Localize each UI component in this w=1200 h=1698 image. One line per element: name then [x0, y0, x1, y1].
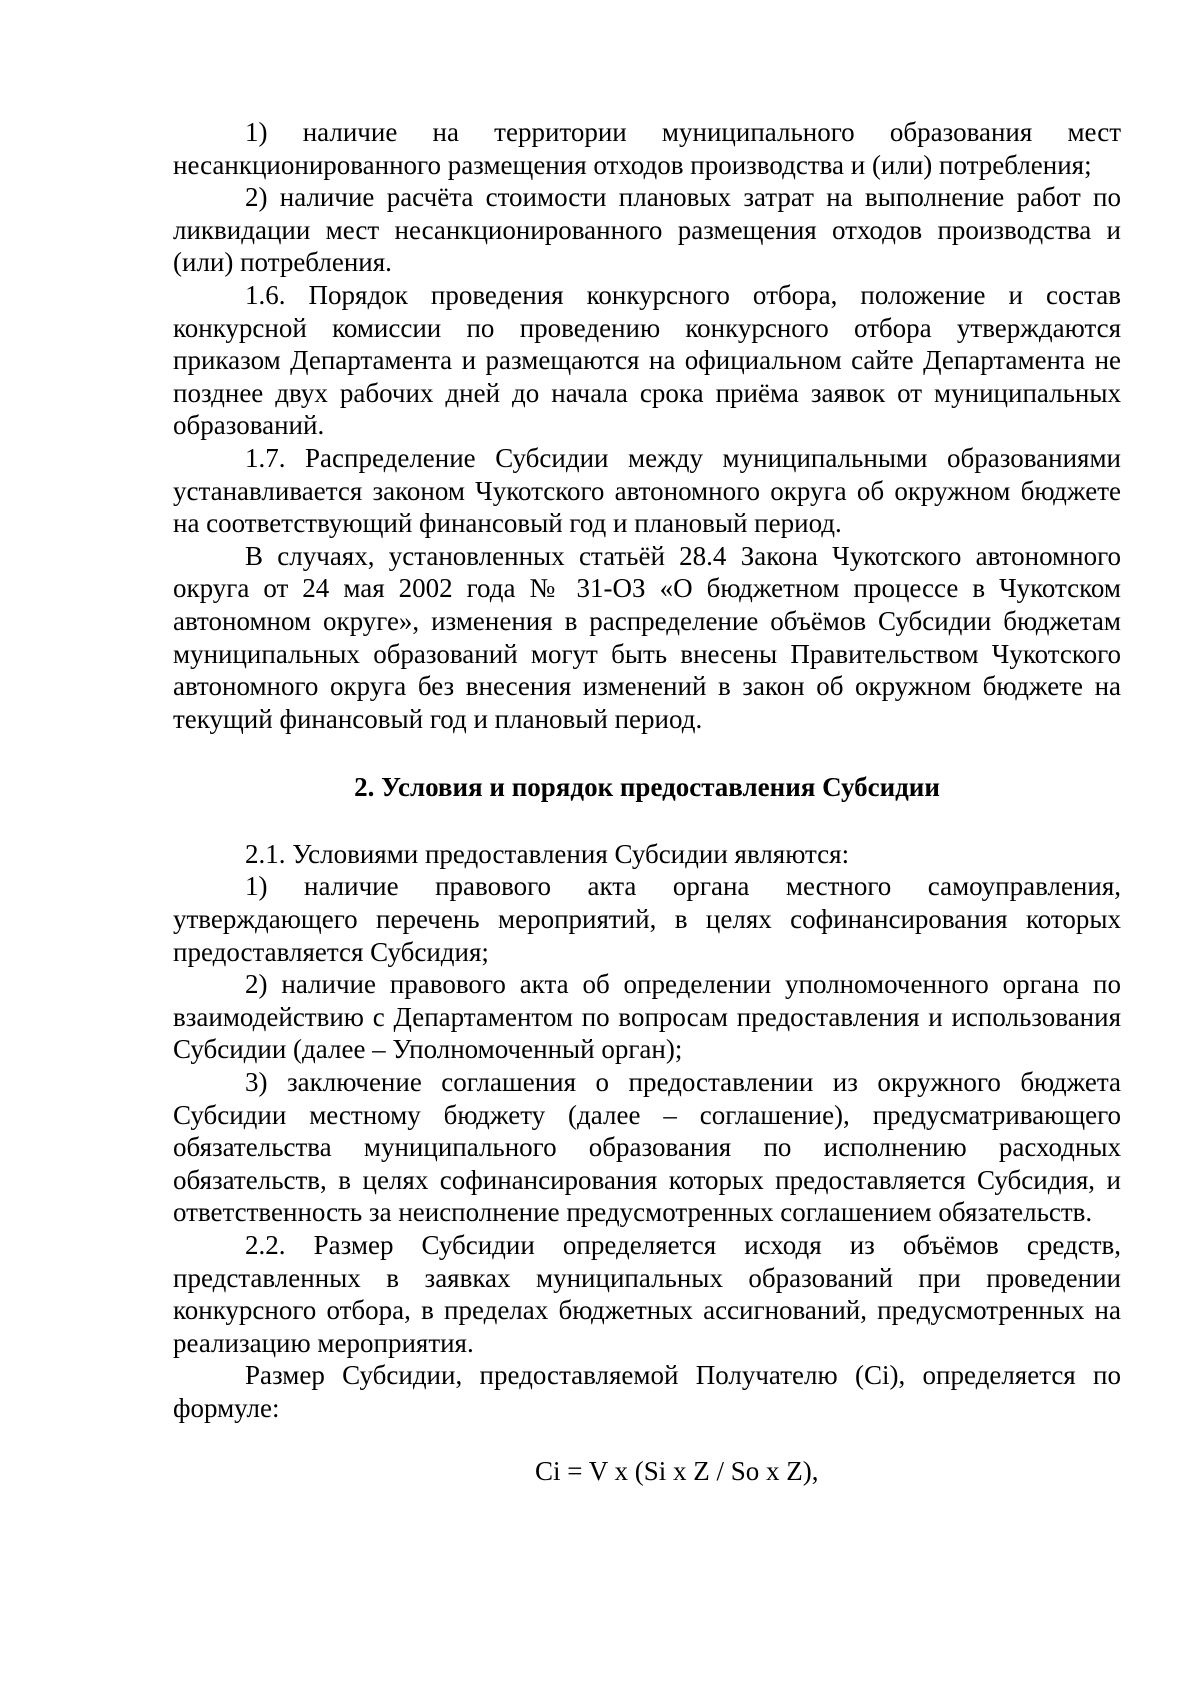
- paragraph-item-2-cost-calculation: 2) наличие расчёта стоимости плановых затрат на выполнение работ по ликвидации мест несанкционированного размещения отходов производства и (или) потребления.: [173, 182, 1121, 278]
- paragraph-item-1-territory: 1) наличие на территории муниципального образования мест несанкционированного размещения отходов производства и (или) потребления;: [173, 117, 1121, 180]
- paragraph-formula-intro: Размер Субсидии, предоставляемой Получателю (Ci), определяется по формуле:: [173, 1360, 1121, 1423]
- paragraph-2-2-subsidy-size: 2.2. Размер Субсидии определяется исходя из объёмов средств, представленных в заявках муниципальных образований при проведении конкурсного отбора, в пределах бюджетных ассигнований, предусмотренных на реализацию мероприятия.: [173, 1230, 1121, 1358]
- document-body: [173, 116, 1121, 1487]
- paragraph-condition-1-legal-act: 1) наличие правового акта органа местного самоуправления, утверждающего перечень мероприятий, в целях софинансирования которых предоставляется Субсидия;: [173, 871, 1121, 967]
- paragraph-1-7-subsidy-distribution: 1.7. Распределение Субсидии между муниципальными образованиями устанавливается законом Чукотского автономного округа об окружном бюджете на соответствующий финансовый год и плановый период.: [173, 442, 1121, 539]
- subsidy-formula: Ci = V x (Si x Z / So x Z),: [535, 1455, 819, 1486]
- paragraph-condition-2-authorized-body: 2) наличие правового акта об определении уполномоченного органа по взаимодействию с Департаментом по вопросам предоставления и использования Субсидии (далее – Уполномоченный орган);: [173, 969, 1121, 1065]
- paragraph-condition-3-agreement: 3) заключение соглашения о предоставлении из окружного бюджета Субсидии местному бюджету (далее – соглашение), предусматривающего обязательства муниципального образования по исполнению расходных обязательств, в целях софинансирования которых предоставляется Субсидия, и ответственность за неисполнение предусмотренных соглашением обязательств.: [173, 1067, 1121, 1228]
- paragraph-1-6-selection-procedure: 1.6. Порядок проведения конкурсного отбора, положение и состав конкурсной комиссии по проведению конкурсного отбора утверждаются приказом Департамента и размещаются на официальном сайте Департамента не позднее двух рабочих дней до начала срока приёма заявок от муниципальных образований.: [173, 279, 1121, 441]
- paragraph-2-1-conditions: 2.1. Условиями предоставления Субсидии являются:: [245, 838, 850, 869]
- section-heading: 2. Условия и порядок предоставления Субсидии: [354, 772, 940, 803]
- paragraph-distribution-changes: В случаях, установленных статьёй 28.4 Закона Чукотского автономного округа от 24 мая 2002 года № 31-ОЗ «О бюджетном процессе в Чукотском автономном округе», изменения в распределение объёмов Субсидии бюджетам муниципальных образований могут быть внесены Правительством Чукотского автономного округа без внесения изменений в закон об окружном бюджете на текущий финансовый год и плановый период.: [173, 540, 1121, 734]
